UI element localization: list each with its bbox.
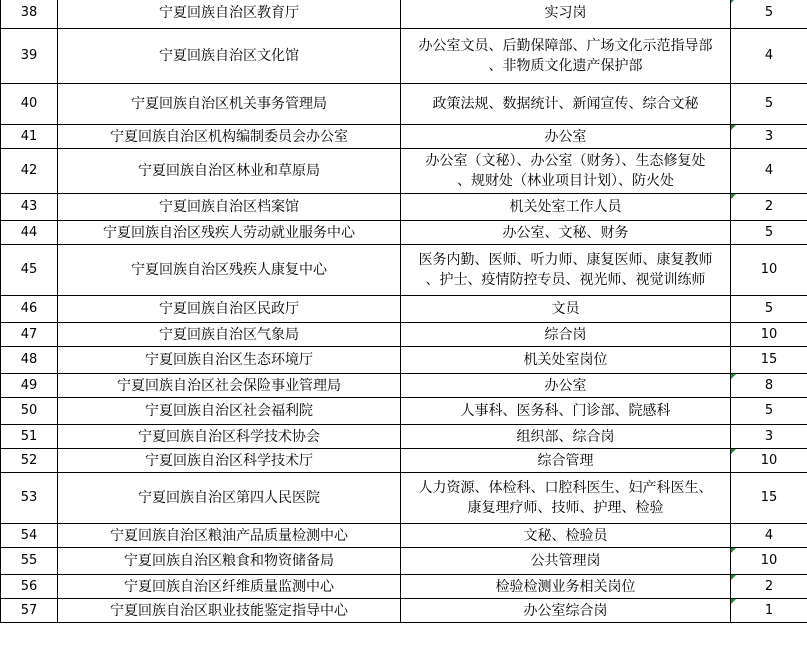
position-text-line: 办公室、文秘、财务: [502, 224, 629, 241]
unit-name-cell[interactable]: 宁夏回族自治区档案馆: [58, 194, 401, 221]
position-text-line: 公共管理岗: [530, 553, 601, 569]
position-text-line: 办公室综合岗: [523, 602, 608, 619]
table-body: [1, 0, 807, 623]
position-text-line: 实习岗: [544, 5, 587, 21]
position-text-line: 办公室: [544, 377, 587, 394]
row-number-cell[interactable]: 40: [1, 84, 58, 125]
position-text-line: 、护士、疫情防控专员、视光师、视觉训练师: [425, 272, 706, 288]
position-text-line: 机关处室岗位: [523, 352, 608, 368]
row-number-cell[interactable]: 57: [1, 599, 58, 623]
position-text-line: 办公室（文秘）、办公室（财务）、生态修复处: [425, 153, 706, 169]
count-value: 1: [764, 602, 774, 618]
position-text-line: 文员: [551, 301, 580, 317]
count-value: 2: [764, 199, 774, 214]
position-text-line: 人力资源、体检科、口腔科医生、妇产科医生、: [418, 480, 713, 496]
row-number-cell[interactable]: 53: [1, 473, 58, 524]
row-number-cell[interactable]: 55: [1, 548, 58, 575]
number-as-text-indicator-icon: [731, 125, 736, 130]
table-row: [1, 29, 807, 84]
unit-name-cell[interactable]: 宁夏回族自治区文化馆: [58, 29, 401, 84]
row-number-cell[interactable]: 47: [1, 323, 58, 347]
table-row: [1, 125, 807, 149]
table-row: [1, 0, 807, 29]
count-cell[interactable]: [731, 449, 807, 473]
position-cell[interactable]: [401, 194, 731, 221]
count-cell[interactable]: [731, 575, 807, 599]
row-number-cell[interactable]: 56: [1, 575, 58, 599]
table-row: [1, 374, 807, 398]
count-cell[interactable]: [731, 0, 807, 29]
count-value: 15: [760, 490, 778, 505]
position-text-line: 、非物质文化遗产保护部: [488, 58, 643, 74]
table-row: [1, 575, 807, 599]
table-row: [1, 449, 807, 473]
count-cell[interactable]: [731, 149, 807, 194]
unit-name-cell[interactable]: 宁夏回族自治区纤维质量监测中心: [58, 575, 401, 599]
count-cell[interactable]: [731, 347, 807, 374]
table-row: [1, 347, 807, 374]
table-row: [1, 398, 807, 425]
position-text-line: 综合管理: [537, 452, 594, 469]
position-text-line: 、规财处（林业项目计划）、防火处: [457, 173, 674, 189]
row-number-cell[interactable]: 45: [1, 245, 58, 296]
row-number-cell[interactable]: 48: [1, 347, 58, 374]
unit-name-cell[interactable]: 宁夏回族自治区民政厅: [58, 296, 401, 323]
position-cell[interactable]: [401, 575, 731, 599]
row-number-cell[interactable]: 39: [1, 29, 58, 84]
unit-name-cell[interactable]: 宁夏回族自治区教育厅: [58, 0, 401, 29]
row-number-cell[interactable]: 46: [1, 296, 58, 323]
number-as-text-indicator-icon: [731, 548, 736, 553]
position-cell[interactable]: [401, 473, 731, 524]
position-cell[interactable]: [401, 84, 731, 125]
unit-name-cell[interactable]: 宁夏回族自治区职业技能鉴定指导中心: [58, 599, 401, 623]
unit-name-cell[interactable]: 宁夏回族自治区粮食和物资储备局: [58, 548, 401, 575]
position-cell[interactable]: [401, 398, 731, 425]
count-value: 5: [764, 301, 774, 316]
table-row: [1, 599, 807, 623]
position-cell[interactable]: [401, 29, 731, 84]
unit-name-cell[interactable]: 宁夏回族自治区社会福利院: [58, 398, 401, 425]
position-text-line: 机关处室工作人员: [509, 199, 622, 215]
count-value: 8: [764, 377, 774, 393]
position-cell[interactable]: [401, 0, 731, 29]
table-row: [1, 524, 807, 548]
position-text-line: 办公室文员、后勤保障部、广场文化示范指导部: [418, 38, 713, 54]
count-cell[interactable]: [731, 398, 807, 425]
count-cell[interactable]: [731, 323, 807, 347]
row-number-cell[interactable]: 42: [1, 149, 58, 194]
position-text-line: 医务内勤、医师、听力师、康复医师、康复教师: [418, 252, 713, 268]
count-cell[interactable]: [731, 473, 807, 524]
unit-name-cell[interactable]: 宁夏回族自治区第四人民医院: [58, 473, 401, 524]
count-value: 3: [764, 428, 774, 444]
count-value: 4: [764, 163, 774, 178]
position-cell[interactable]: [401, 221, 731, 245]
count-cell[interactable]: [731, 29, 807, 84]
unit-name-cell[interactable]: 宁夏回族自治区林业和草原局: [58, 149, 401, 194]
position-text-line: 政策法规、数据统计、新闻宣传、综合文秘: [432, 96, 699, 112]
number-as-text-indicator-icon: [731, 374, 736, 379]
position-cell[interactable]: [401, 125, 731, 149]
count-cell[interactable]: [731, 599, 807, 623]
unit-name-cell[interactable]: 宁夏回族自治区社会保险事业管理局: [58, 374, 401, 398]
count-cell[interactable]: [731, 221, 807, 245]
count-value: 5: [764, 403, 774, 418]
position-cell[interactable]: [401, 524, 731, 548]
count-value: 10: [760, 452, 778, 468]
unit-name-cell[interactable]: 宁夏回族自治区机构编制委员会办公室: [58, 125, 401, 149]
position-cell[interactable]: [401, 425, 731, 449]
position-cell[interactable]: [401, 245, 731, 296]
table-row: [1, 473, 807, 524]
count-cell[interactable]: [731, 194, 807, 221]
unit-name-cell[interactable]: 宁夏回族自治区机关事务管理局: [58, 84, 401, 125]
count-value: 2: [764, 578, 774, 594]
count-value: 5: [764, 5, 774, 20]
unit-name-cell[interactable]: 宁夏回族自治区残疾人劳动就业服务中心: [58, 221, 401, 245]
count-value: 4: [764, 527, 774, 543]
position-text-line: 人事科、医务科、门诊部、院感科: [460, 403, 671, 419]
count-value: 5: [764, 96, 774, 111]
row-number-cell[interactable]: 51: [1, 425, 58, 449]
table-row: [1, 548, 807, 575]
table-row: [1, 245, 807, 296]
number-as-text-indicator-icon: [731, 599, 736, 604]
position-text-line: 文秘、检验员: [523, 527, 608, 544]
table-row: [1, 221, 807, 245]
position-text-line: 综合岗: [544, 326, 587, 343]
count-cell[interactable]: [731, 425, 807, 449]
row-number-cell[interactable]: 52: [1, 449, 58, 473]
table-row: [1, 194, 807, 221]
count-cell[interactable]: [731, 296, 807, 323]
count-cell[interactable]: [731, 548, 807, 575]
unit-name-cell[interactable]: 宁夏回族自治区残疾人康复中心: [58, 245, 401, 296]
row-number-cell[interactable]: 43: [1, 194, 58, 221]
count-value: 3: [764, 128, 774, 144]
row-number-cell[interactable]: 41: [1, 125, 58, 149]
table-row: [1, 425, 807, 449]
position-cell[interactable]: [401, 347, 731, 374]
table-row: [1, 323, 807, 347]
table-row: [1, 296, 807, 323]
row-number-cell[interactable]: 50: [1, 398, 58, 425]
count-cell[interactable]: [731, 524, 807, 548]
count-cell[interactable]: [731, 245, 807, 296]
count-cell[interactable]: [731, 84, 807, 125]
position-cell[interactable]: [401, 374, 731, 398]
table-row: [1, 149, 807, 194]
count-cell[interactable]: [731, 125, 807, 149]
number-as-text-indicator-icon: [731, 194, 736, 199]
number-as-text-indicator-icon: [731, 575, 736, 580]
position-cell[interactable]: [401, 449, 731, 473]
row-number-cell[interactable]: 54: [1, 524, 58, 548]
position-cell[interactable]: [401, 548, 731, 575]
unit-name-cell[interactable]: 宁夏回族自治区科学技术厅: [58, 449, 401, 473]
number-as-text-indicator-icon: [731, 0, 736, 3]
count-value: 10: [760, 553, 778, 568]
position-cell[interactable]: [401, 323, 731, 347]
position-cell[interactable]: [401, 149, 731, 194]
count-value: 5: [764, 224, 774, 240]
position-cell[interactable]: [401, 296, 731, 323]
number-as-text-indicator-icon: [731, 449, 736, 454]
row-number-cell[interactable]: 38: [1, 0, 58, 29]
count-value: 10: [760, 262, 778, 277]
row-number-cell[interactable]: 44: [1, 221, 58, 245]
position-cell[interactable]: [401, 599, 731, 623]
count-cell[interactable]: [731, 374, 807, 398]
unit-name-cell[interactable]: 宁夏回族自治区生态环境厅: [58, 347, 401, 374]
position-text-line: 康复理疗师、技师、护理、检验: [467, 500, 664, 516]
unit-name-cell[interactable]: 宁夏回族自治区气象局: [58, 323, 401, 347]
position-text-line: 办公室: [544, 128, 587, 145]
position-text-line: 检验检测业务相关岗位: [495, 578, 636, 595]
position-text-line: 组织部、综合岗: [516, 428, 615, 445]
count-value: 4: [764, 48, 774, 63]
count-value: 10: [760, 326, 778, 342]
table-row: [1, 84, 807, 125]
row-number-cell[interactable]: 49: [1, 374, 58, 398]
unit-name-cell[interactable]: 宁夏回族自治区科学技术协会: [58, 425, 401, 449]
count-value: 15: [760, 352, 778, 367]
unit-name-cell[interactable]: 宁夏回族自治区粮油产品质量检测中心: [58, 524, 401, 548]
